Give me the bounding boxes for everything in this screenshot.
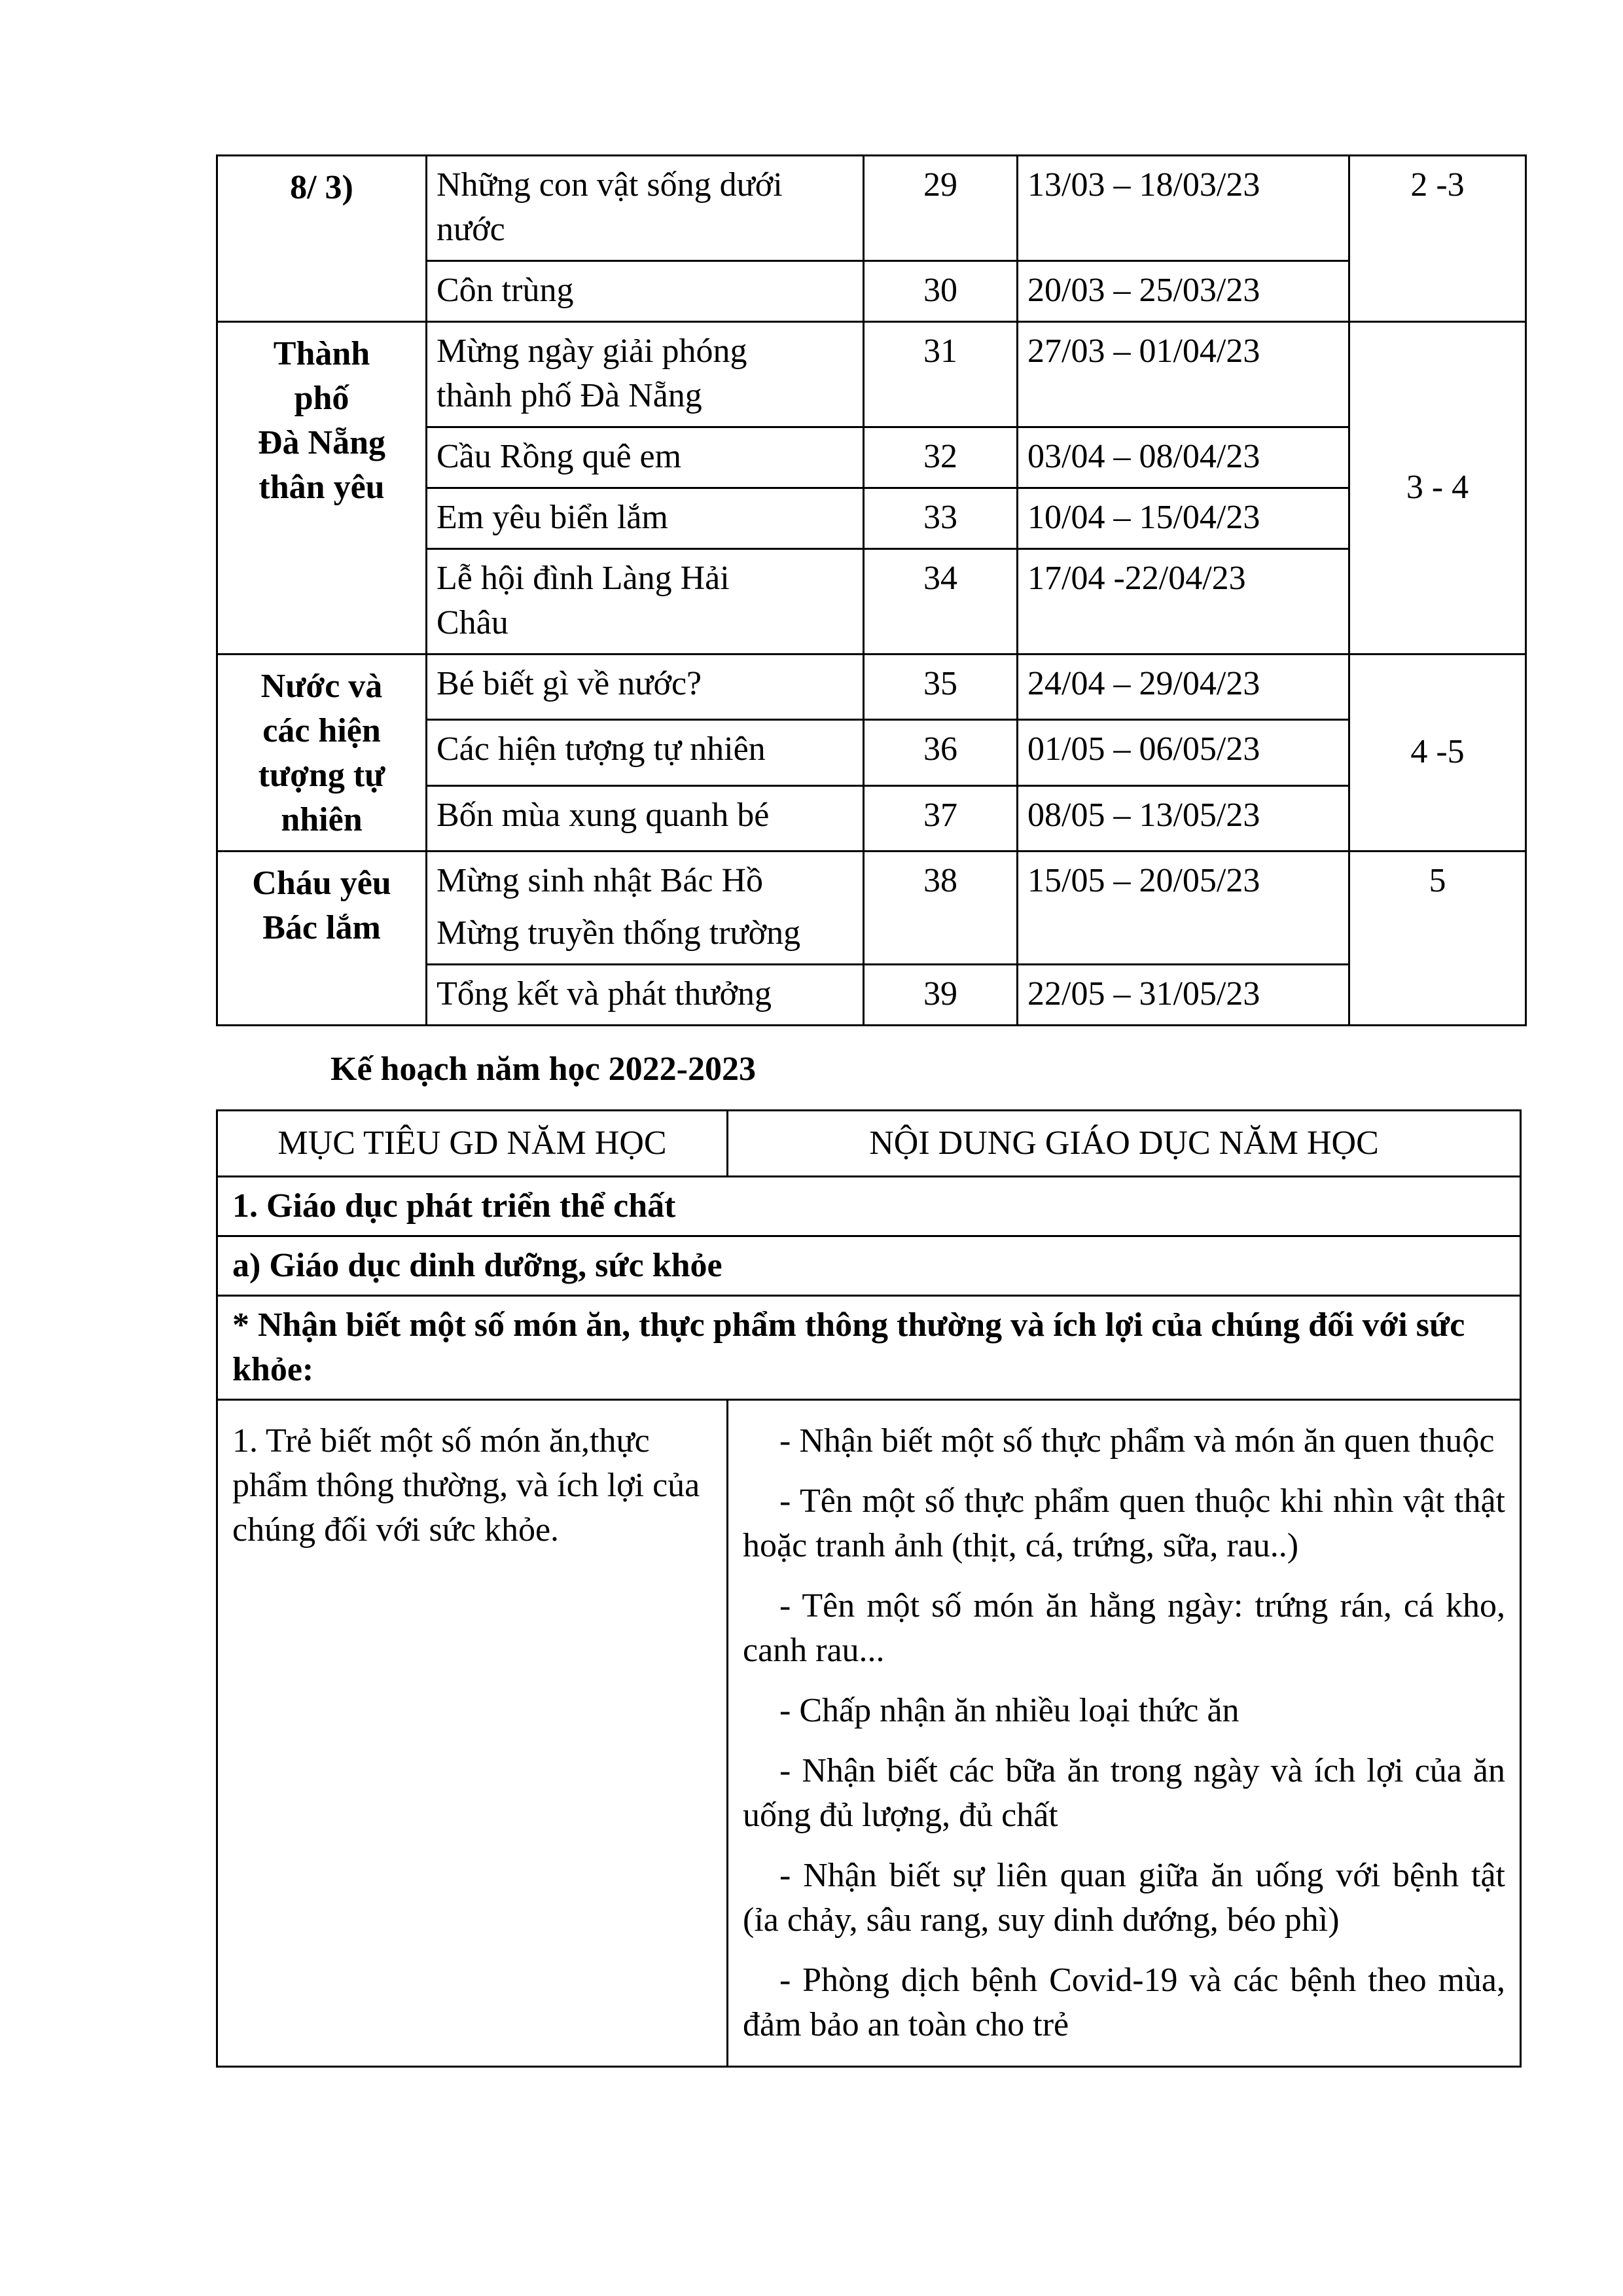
content-item: - Phòng dịch bệnh Covid-19 và các bệnh theo mùa, đảm bảo an toàn cho trẻ	[743, 1962, 1505, 2043]
section-row	[217, 1177, 1521, 1236]
date-range-cell: 01/05 – 06/05/23	[1018, 720, 1349, 785]
date-range-cell: 10/04 – 15/04/23	[1018, 488, 1349, 549]
theme-topic-line: Đà Nẵng	[257, 424, 386, 461]
content-item: - Chấp nhận ăn nhiều loại thức ăn	[779, 1692, 1240, 1729]
theme-topic-line: các hiện	[262, 712, 381, 749]
theme-topic-line: phố	[294, 380, 349, 417]
subtheme-line: Châu	[437, 604, 508, 641]
theme-topic-line: Nước và	[260, 668, 383, 705]
subtheme-cell	[427, 549, 864, 655]
theme-topic-line: Thành	[273, 335, 370, 372]
week-number-cell: 35	[864, 655, 1018, 720]
level-cell: 4 -5	[1349, 655, 1526, 852]
subtheme-line: Bé biết gì về nước?	[437, 665, 702, 702]
week-number-cell: 36	[864, 720, 1018, 785]
date-range-cell: 03/04 – 08/04/23	[1018, 427, 1349, 488]
theme-topic-line: tượng tự	[258, 757, 385, 794]
week-number-cell: 37	[864, 785, 1018, 851]
schedule-row	[217, 655, 1526, 720]
subtheme-cell	[427, 427, 864, 488]
theme-topic-line: thân yêu	[259, 469, 385, 506]
subtheme-line: Bốn mùa xung quanh bé	[437, 796, 770, 834]
subtheme-line: Mừng ngày giải phóng	[437, 332, 747, 370]
date-range-cell: 13/03 – 18/03/23	[1018, 156, 1349, 261]
subtheme-cell	[427, 488, 864, 549]
week-number-cell: 31	[864, 322, 1018, 427]
week-number-cell: 29	[864, 156, 1018, 261]
subtheme-line: Mừng truyền thống trường	[437, 914, 801, 952]
content-item: - Nhận biết các bữa ăn trong ngày và ích lợi của ăn uống đủ lượng, đủ chất	[743, 1752, 1505, 1834]
subtheme-line: Côn trùng	[437, 272, 574, 309]
level-cell: 3 - 4	[1349, 322, 1526, 655]
subtheme-cell	[427, 322, 864, 427]
level-cell: 5	[1349, 852, 1526, 1026]
week-number-cell: 34	[864, 549, 1018, 655]
goal-column-header: MỤC TIÊU GD NĂM HỌC	[217, 1111, 728, 1177]
education-goals-table	[216, 1109, 1522, 2068]
goal-row	[217, 1400, 1521, 2067]
date-range-cell: 15/05 – 20/05/23	[1018, 852, 1349, 965]
theme-topic-cell	[217, 655, 427, 852]
content-item: - Nhận biết sự liên quan giữa ăn uống với bệnh tật (ỉa chảy, sâu rang, suy dinh dướng, béo phì)	[743, 1857, 1505, 1939]
schedule-row	[217, 322, 1526, 427]
theme-schedule-table	[216, 154, 1527, 1026]
subtheme-cell	[427, 852, 864, 965]
subtheme-cell	[427, 965, 864, 1026]
subtheme-cell	[427, 785, 864, 851]
theme-topic-line: Cháu yêu	[252, 865, 391, 902]
week-number-cell: 38	[864, 852, 1018, 965]
subtheme-line: Em yêu biển lắm	[437, 499, 668, 536]
week-number-cell: 33	[864, 488, 1018, 549]
date-range-cell: 17/04 -22/04/23	[1018, 549, 1349, 655]
theme-topic-line: 8/ 3)	[290, 169, 353, 206]
week-number-cell: 30	[864, 261, 1018, 322]
theme-topic-cell	[217, 852, 427, 1026]
section-heading: 1. Giáo dục phát triển thể chất	[217, 1177, 1521, 1236]
week-number-cell: 39	[864, 965, 1018, 1026]
subsection-heading: a) Giáo dục dinh dưỡng, sức khỏe	[217, 1236, 1521, 1296]
date-range-cell: 08/05 – 13/05/23	[1018, 785, 1349, 851]
content-column-header: NỘI DUNG GIÁO DỤC NĂM HỌC	[728, 1111, 1521, 1177]
date-range-cell: 24/04 – 29/04/23	[1018, 655, 1349, 720]
date-range-cell: 27/03 – 01/04/23	[1018, 322, 1349, 427]
goal-cell: 1. Trẻ biết một số món ăn,thực phẩm thông thường, và ích lợi của chúng đối với sức khỏe.	[217, 1400, 728, 2067]
criteria-heading: * Nhận biết một số món ăn, thực phẩm thông thường và ích lợi của chúng đối với sức khỏe:	[217, 1296, 1521, 1400]
plan-title: Kế hoạch năm học 2022-2023	[330, 1050, 756, 1088]
subtheme-cell	[427, 720, 864, 785]
date-range-cell: 22/05 – 31/05/23	[1018, 965, 1349, 1026]
subtheme-line: Lễ hội đình Làng Hải	[437, 560, 730, 597]
subtheme-line: Tổng kết và phát thưởng	[437, 975, 772, 1013]
schedule-row	[217, 852, 1526, 965]
content-item: - Nhận biết một số thực phẩm và món ăn quen thuộc	[779, 1422, 1495, 1460]
schedule-row	[217, 156, 1526, 261]
subtheme-line: Các hiện tượng tự nhiên	[437, 730, 766, 768]
subtheme-line: thành phố Đà Nẵng	[437, 377, 702, 414]
content-cell	[728, 1400, 1521, 2067]
criteria-row	[217, 1296, 1521, 1400]
level-cell: 2 -3	[1349, 156, 1526, 322]
subtheme-line: Mừng sinh nhật Bác Hồ	[437, 862, 764, 899]
goals-header-row	[217, 1111, 1521, 1177]
schedule-body	[217, 156, 1526, 1026]
week-number-cell: 32	[864, 427, 1018, 488]
subtheme-cell	[427, 261, 864, 322]
theme-topic-line: Bác lắm	[262, 909, 381, 946]
content-item: - Tên một số thực phẩm quen thuộc khi nhìn vật thật hoặc tranh ảnh (thịt, cá, trứng, sữa, rau..)	[743, 1482, 1505, 1564]
theme-topic-cell	[217, 322, 427, 655]
theme-topic-cell	[217, 156, 427, 322]
theme-topic-line: nhiên	[281, 801, 363, 838]
content-item: - Tên một số món ăn hằng ngày: trứng rán, cá kho, canh rau...	[743, 1587, 1505, 1669]
subsection-row	[217, 1236, 1521, 1296]
subtheme-cell	[427, 156, 864, 261]
subtheme-cell	[427, 655, 864, 720]
date-range-cell: 20/03 – 25/03/23	[1018, 261, 1349, 322]
subtheme-line: nước	[437, 211, 505, 248]
subtheme-line: Cầu Rồng quê em	[437, 438, 682, 475]
subtheme-line: Những con vật sống dưới	[437, 166, 783, 204]
